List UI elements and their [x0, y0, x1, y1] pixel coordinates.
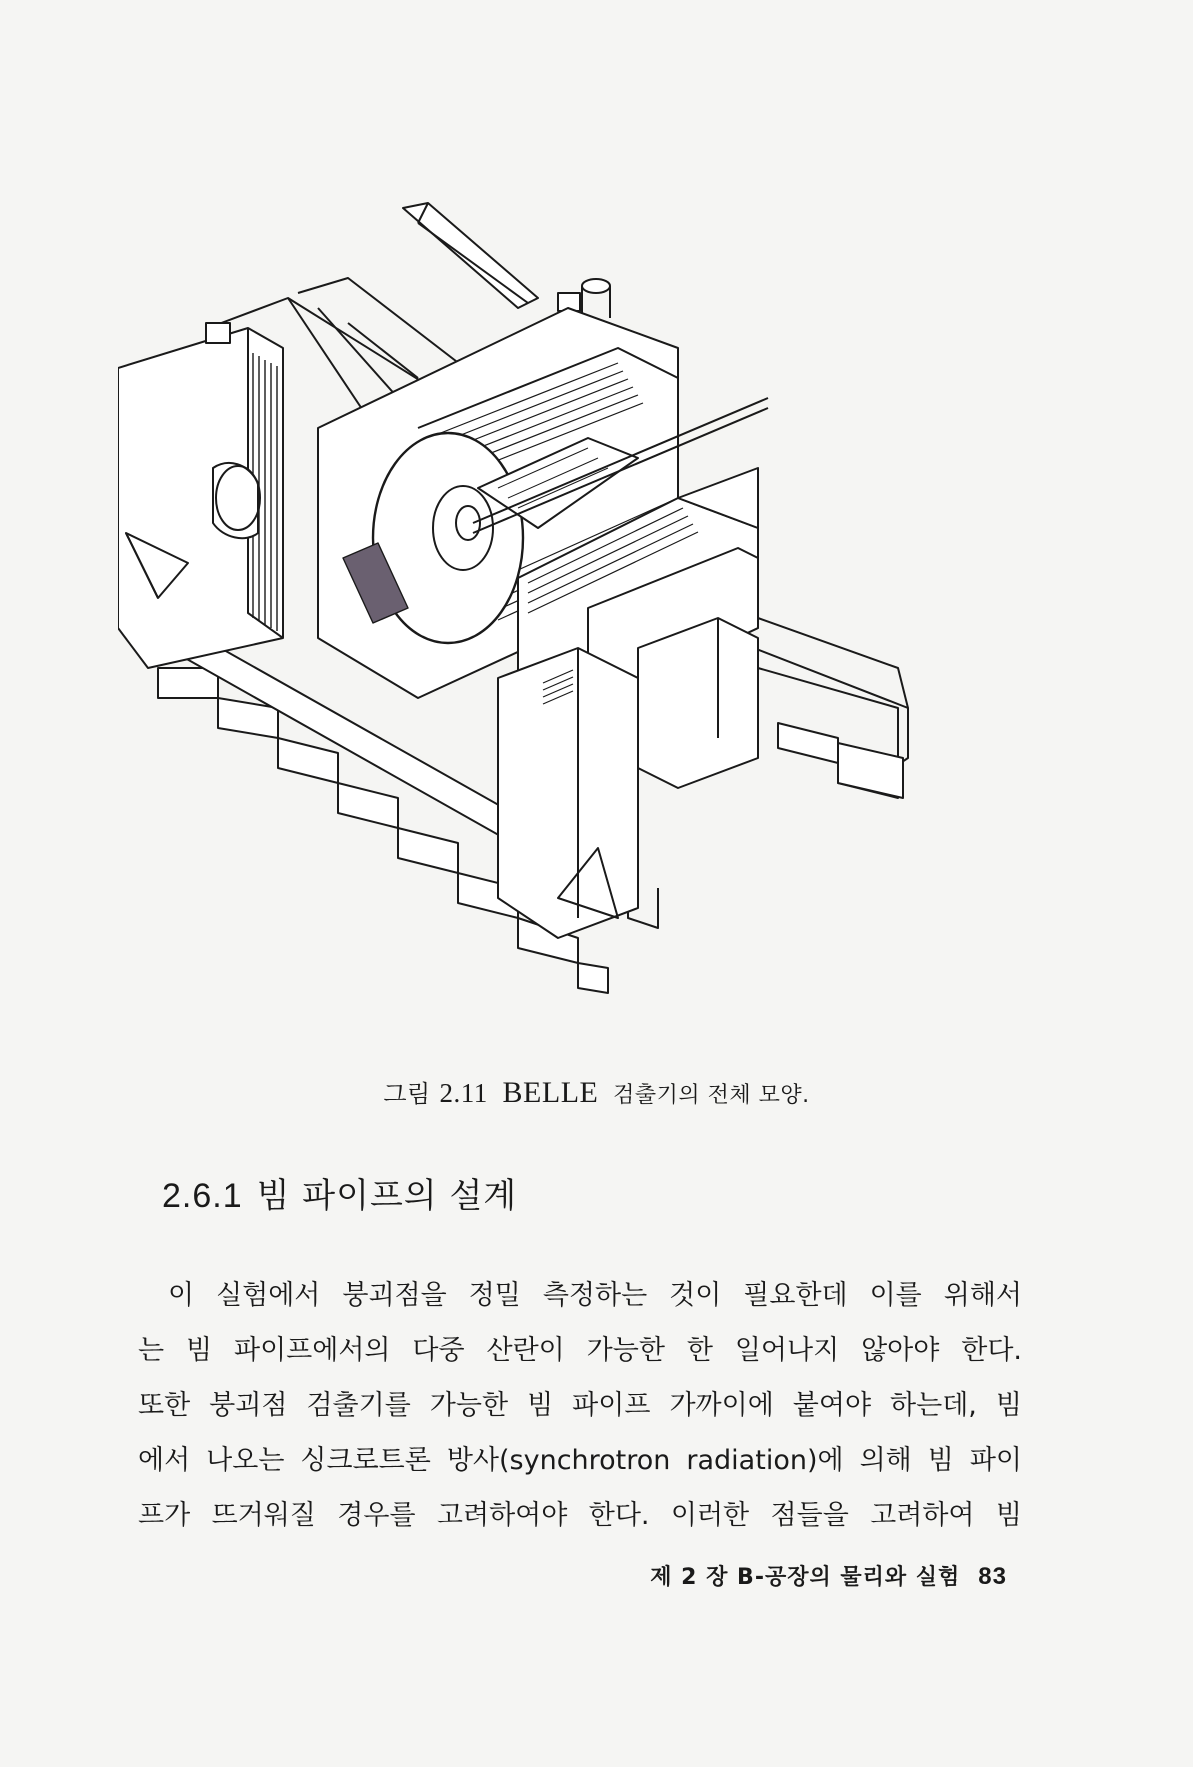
chapter-title: 제 2 장 B-공장의 물리와 실험 — [650, 1565, 961, 1590]
paragraph-line: 에서 나오는 싱크로트론 방사(synchrotron radiation)에 의해 빔 파이 — [138, 1445, 1022, 1476]
caption-name: BELLE — [502, 1076, 599, 1109]
belle-detector-drawing — [118, 198, 1048, 1060]
paragraph-line: 이 실험에서 붕괴점을 정밀 측정하는 것이 필요한데 이를 위해서 — [168, 1280, 1022, 1311]
caption-label: 그림 — [383, 1080, 431, 1108]
belle-detector-figure — [118, 198, 1048, 1060]
section-title: 빔 파이프의 설계 — [256, 1176, 518, 1216]
paragraph-line: 프가 뜨거워질 경우를 고려하여야 한다. 이러한 점들을 고려하여 빔 — [138, 1500, 1022, 1531]
paragraph-line: 또한 붕괴점 검출기를 가능한 빔 파이프 가까이에 붙여야 하는데, 빔 — [138, 1390, 1022, 1421]
caption-number: 2.11 — [439, 1078, 488, 1108]
section-number: 2.6.1 — [162, 1177, 243, 1215]
section-heading — [162, 1168, 517, 1217]
paragraph-line: 는 빔 파이프에서의 다중 산란이 가능한 한 일어나지 않아야 한다. — [138, 1335, 1022, 1366]
body-paragraph — [138, 1268, 1022, 1543]
caption-text: 검출기의 전체 모양. — [613, 1083, 810, 1108]
running-footer — [650, 1560, 1007, 1591]
figure-caption — [0, 1074, 1193, 1110]
page-number: 83 — [978, 1563, 1007, 1590]
